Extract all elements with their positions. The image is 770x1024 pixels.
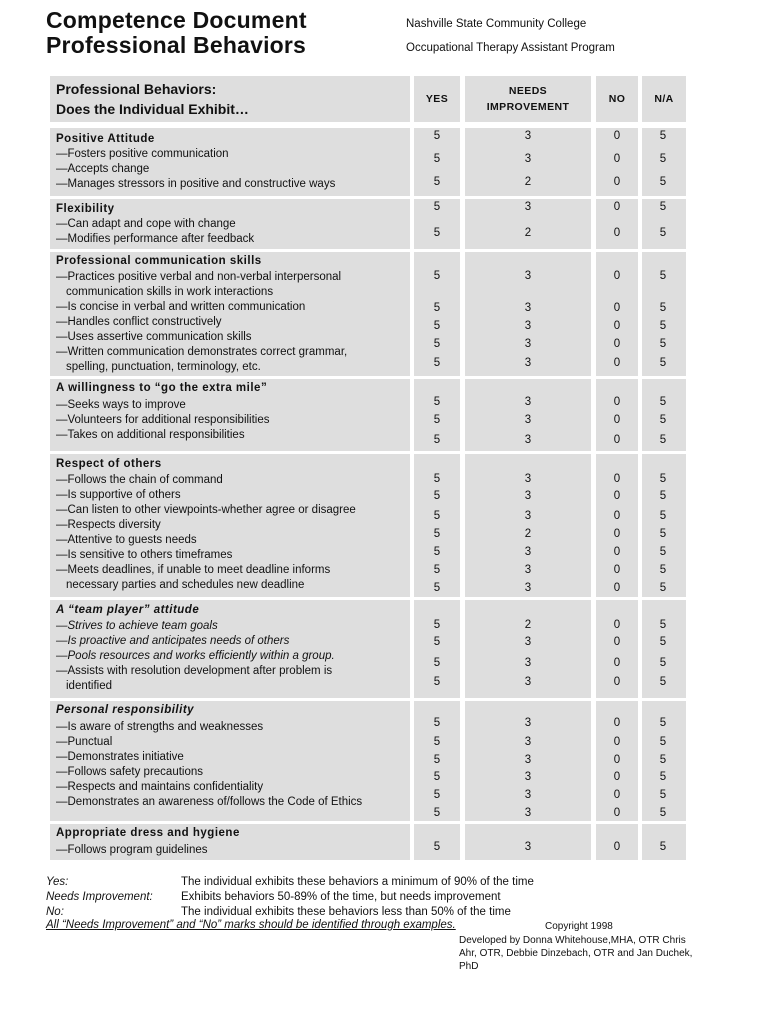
score-na: 5: [659, 227, 667, 239]
header-question-line-2: Does the Individual Exhibit…: [56, 101, 249, 117]
score-needs-improvement: 3: [524, 657, 532, 669]
behavior-item: —Strives to achieve team goals: [56, 620, 218, 632]
behavior-item: —Pools resources and works efficiently within a group.: [56, 650, 335, 662]
behavior-item: —Follows the chain of command: [56, 474, 223, 486]
score-yes: 5: [433, 320, 441, 332]
behavior-item: —Modifies performance after feedback: [56, 233, 255, 245]
behavior-item: —Follows safety precautions: [56, 766, 204, 778]
score-na: 5: [659, 657, 667, 669]
score-na: 5: [659, 528, 667, 540]
score-na: 5: [659, 717, 667, 729]
header-na: N/A: [642, 76, 686, 122]
title-line-2: Professional Behaviors: [46, 32, 307, 58]
score-na: 5: [659, 357, 667, 369]
credits: Developed by Donna Whitehouse,MHA, OTR Chris Ahr, OTR, Debbie Dinzebach, OTR and Jan Duchek, PhD: [459, 935, 693, 972]
score-na: 5: [659, 434, 667, 446]
score-no: 0: [613, 414, 621, 426]
score-na: 5: [659, 676, 667, 688]
score-yes: 5: [433, 510, 441, 522]
score-no: 0: [613, 338, 621, 350]
section-title: Respect of others: [56, 458, 162, 470]
score-na: 5: [659, 754, 667, 766]
score-no: 0: [613, 510, 621, 522]
score-needs-improvement: 3: [524, 771, 532, 783]
behavior-item: —Meets deadlines, if unable to meet deadline informs: [56, 564, 331, 576]
score-no: 0: [613, 490, 621, 502]
score-no: 0: [613, 130, 621, 142]
behavior-item: —Fosters positive communication: [56, 148, 229, 160]
score-needs-improvement: 3: [524, 789, 532, 801]
score-no: 0: [613, 717, 621, 729]
legend-yes-text: The individual exhibits these behaviors a minimum of 90% of the time: [181, 876, 534, 888]
header-question-line-1: Professional Behaviors:: [56, 81, 217, 97]
header-needs-line-1: NEEDS: [508, 85, 548, 97]
behavior-item: —Volunteers for additional responsibilities: [56, 414, 270, 426]
score-na: 5: [659, 473, 667, 485]
section-title: Professional communication skills: [56, 255, 262, 267]
behavior-item: —Demonstrates initiative: [56, 751, 184, 763]
score-needs-improvement: 3: [524, 473, 532, 485]
score-needs-improvement: 3: [524, 676, 532, 688]
score-no: 0: [613, 153, 621, 165]
behavior-item: —Attentive to guests needs: [56, 534, 197, 546]
score-needs-improvement: 3: [524, 736, 532, 748]
behavior-item: —Is concise in verbal and written communication: [56, 301, 306, 313]
section-title: Appropriate dress and hygiene: [56, 827, 240, 839]
copyright: Copyright 1998: [545, 921, 613, 932]
score-no: 0: [613, 841, 621, 853]
behavior-item: —Can adapt and cope with change: [56, 218, 236, 230]
behavior-item: communication skills in work interactions: [66, 286, 274, 298]
score-na: 5: [659, 490, 667, 502]
score-no: 0: [613, 619, 621, 631]
behavior-item: —Written communication demonstrates correct grammar,: [56, 346, 348, 358]
score-needs-improvement: 3: [524, 434, 532, 446]
behavior-item: —Can listen to other viewpoints-whether agree or disagree: [56, 504, 356, 516]
score-no: 0: [613, 636, 621, 648]
score-needs-improvement: 3: [524, 270, 532, 282]
score-na: 5: [659, 636, 667, 648]
section-7: [50, 701, 410, 821]
score-no: 0: [613, 754, 621, 766]
score-no: 0: [613, 473, 621, 485]
score-no: 0: [613, 176, 621, 188]
section-6: [50, 600, 410, 698]
score-yes: 5: [433, 564, 441, 576]
score-na: 5: [659, 841, 667, 853]
score-na: 5: [659, 582, 667, 594]
score-no: 0: [613, 657, 621, 669]
score-no: 0: [613, 546, 621, 558]
score-needs-improvement: 3: [524, 807, 532, 819]
behavior-item: —Demonstrates an awareness of/follows the Code of Ethics: [56, 796, 363, 808]
score-no: 0: [613, 434, 621, 446]
legend-needs-key: Needs Improvement:: [46, 891, 153, 903]
score-yes: 5: [433, 176, 441, 188]
score-yes: 5: [433, 582, 441, 594]
score-needs-improvement: 3: [524, 302, 532, 314]
behavior-item: —Follows program guidelines: [56, 844, 208, 856]
score-yes: 5: [433, 153, 441, 165]
score-no: 0: [613, 357, 621, 369]
section-1: [50, 128, 410, 196]
score-na: 5: [659, 771, 667, 783]
score-na: 5: [659, 176, 667, 188]
behavior-item: —Manages stressors in positive and constructive ways: [56, 178, 336, 190]
header-needs-line-2: IMPROVEMENT: [486, 101, 570, 113]
legend-no-key: No:: [46, 906, 64, 918]
score-yes: 5: [433, 676, 441, 688]
section-2: [50, 199, 410, 249]
score-needs-improvement: 3: [524, 510, 532, 522]
score-yes: 5: [433, 546, 441, 558]
behavior-item: —Takes on additional responsibilities: [56, 429, 245, 441]
behavior-item: spelling, punctuation, terminology, etc.: [66, 361, 261, 373]
score-no: 0: [613, 582, 621, 594]
score-na: 5: [659, 320, 667, 332]
score-na: 5: [659, 338, 667, 350]
behavior-item: —Is proactive and anticipates needs of others: [56, 635, 290, 647]
behavior-item: —Respects diversity: [56, 519, 161, 531]
score-needs-improvement: 3: [524, 582, 532, 594]
score-yes: 5: [433, 736, 441, 748]
score-needs-improvement: 3: [524, 201, 532, 213]
behavior-item: —Is aware of strengths and weaknesses: [56, 721, 264, 733]
score-yes: 5: [433, 789, 441, 801]
score-yes: 5: [433, 434, 441, 446]
score-na: 5: [659, 153, 667, 165]
score-yes: 5: [433, 227, 441, 239]
score-no: 0: [613, 396, 621, 408]
score-no: 0: [613, 201, 621, 213]
score-yes: 5: [433, 338, 441, 350]
score-yes: 5: [433, 771, 441, 783]
score-na: 5: [659, 270, 667, 282]
score-no: 0: [613, 320, 621, 332]
score-na: 5: [659, 546, 667, 558]
score-na: 5: [659, 619, 667, 631]
program-name: Occupational Therapy Assistant Program: [406, 42, 615, 54]
score-yes: 5: [433, 201, 441, 213]
behavior-item: identified: [66, 680, 113, 692]
score-yes: 5: [433, 357, 441, 369]
behavior-item: —Handles conflict constructively: [56, 316, 222, 328]
score-needs-improvement: 3: [524, 546, 532, 558]
section-4: [50, 379, 410, 451]
score-needs-improvement: 3: [524, 338, 532, 350]
score-yes: 5: [433, 414, 441, 426]
score-na: 5: [659, 396, 667, 408]
section-title: Flexibility: [56, 203, 115, 215]
score-yes: 5: [433, 473, 441, 485]
behavior-item: —Punctual: [56, 736, 113, 748]
score-needs-improvement: 3: [524, 717, 532, 729]
score-na: 5: [659, 789, 667, 801]
behavior-item: —Seeks ways to improve: [56, 399, 186, 411]
score-no: 0: [613, 807, 621, 819]
section-3: [50, 252, 410, 376]
score-needs-improvement: 2: [524, 619, 532, 631]
behavior-item: necessary parties and schedules new deadline: [66, 579, 305, 591]
score-na: 5: [659, 201, 667, 213]
behavior-item: —Uses assertive communication skills: [56, 331, 252, 343]
score-needs-improvement: 2: [524, 227, 532, 239]
score-yes: 5: [433, 754, 441, 766]
behavior-item: —Respects and maintains confidentiality: [56, 781, 264, 793]
legend-needs-text: Exhibits behaviors 50-89% of the time, but needs improvement: [181, 891, 501, 903]
score-na: 5: [659, 807, 667, 819]
legend-no-text: The individual exhibits these behaviors less than 50% of the time: [181, 906, 511, 918]
score-yes: 5: [433, 619, 441, 631]
score-needs-improvement: 3: [524, 490, 532, 502]
header-yes: YES: [414, 76, 460, 122]
score-needs-improvement: 3: [524, 754, 532, 766]
score-needs-improvement: 3: [524, 841, 532, 853]
section-5: [50, 454, 410, 597]
score-needs-improvement: 2: [524, 176, 532, 188]
header-no: NO: [596, 76, 638, 122]
score-na: 5: [659, 736, 667, 748]
score-no: 0: [613, 227, 621, 239]
score-yes: 5: [433, 270, 441, 282]
score-na: 5: [659, 564, 667, 576]
score-needs-improvement: 3: [524, 320, 532, 332]
score-na: 5: [659, 302, 667, 314]
score-yes: 5: [433, 130, 441, 142]
section-8: [50, 824, 410, 860]
score-no: 0: [613, 771, 621, 783]
score-needs-improvement: 3: [524, 636, 532, 648]
score-yes: 5: [433, 841, 441, 853]
section-title: Positive Attitude: [56, 133, 155, 145]
score-needs-improvement: 2: [524, 528, 532, 540]
score-needs-improvement: 3: [524, 414, 532, 426]
score-needs-improvement: 3: [524, 130, 532, 142]
score-na: 5: [659, 130, 667, 142]
section-title: A “team player” attitude: [56, 604, 200, 616]
behavior-item: —Accepts change: [56, 163, 150, 175]
score-na: 5: [659, 510, 667, 522]
behavior-item: —Practices positive verbal and non-verbal interpersonal: [56, 271, 342, 283]
header-question-cell: [50, 76, 410, 122]
title-line-1: Competence Document: [46, 7, 307, 33]
legend-yes-key: Yes:: [46, 876, 69, 888]
behavior-item: —Is supportive of others: [56, 489, 181, 501]
score-needs-improvement: 3: [524, 396, 532, 408]
score-yes: 5: [433, 490, 441, 502]
score-yes: 5: [433, 302, 441, 314]
score-needs-improvement: 3: [524, 357, 532, 369]
section-title: A willingness to “go the extra mile”: [56, 382, 268, 394]
section-title: Personal responsibility: [56, 704, 195, 716]
score-no: 0: [613, 528, 621, 540]
college-name: Nashville State Community College: [406, 18, 587, 30]
score-no: 0: [613, 736, 621, 748]
score-yes: 5: [433, 717, 441, 729]
score-no: 0: [613, 789, 621, 801]
score-yes: 5: [433, 657, 441, 669]
score-no: 0: [613, 302, 621, 314]
behavior-item: —Assists with resolution development after problem is: [56, 665, 333, 677]
score-needs-improvement: 3: [524, 153, 532, 165]
score-yes: 5: [433, 528, 441, 540]
score-no: 0: [613, 564, 621, 576]
score-yes: 5: [433, 807, 441, 819]
score-no: 0: [613, 270, 621, 282]
score-no: 0: [613, 676, 621, 688]
score-needs-improvement: 3: [524, 564, 532, 576]
score-na: 5: [659, 414, 667, 426]
behavior-item: —Is sensitive to others timeframes: [56, 549, 233, 561]
examples-note: All “Needs Improvement” and “No” marks should be identified through examples.: [46, 919, 456, 931]
header-needs-improvement: [465, 76, 591, 122]
score-yes: 5: [433, 636, 441, 648]
score-yes: 5: [433, 396, 441, 408]
